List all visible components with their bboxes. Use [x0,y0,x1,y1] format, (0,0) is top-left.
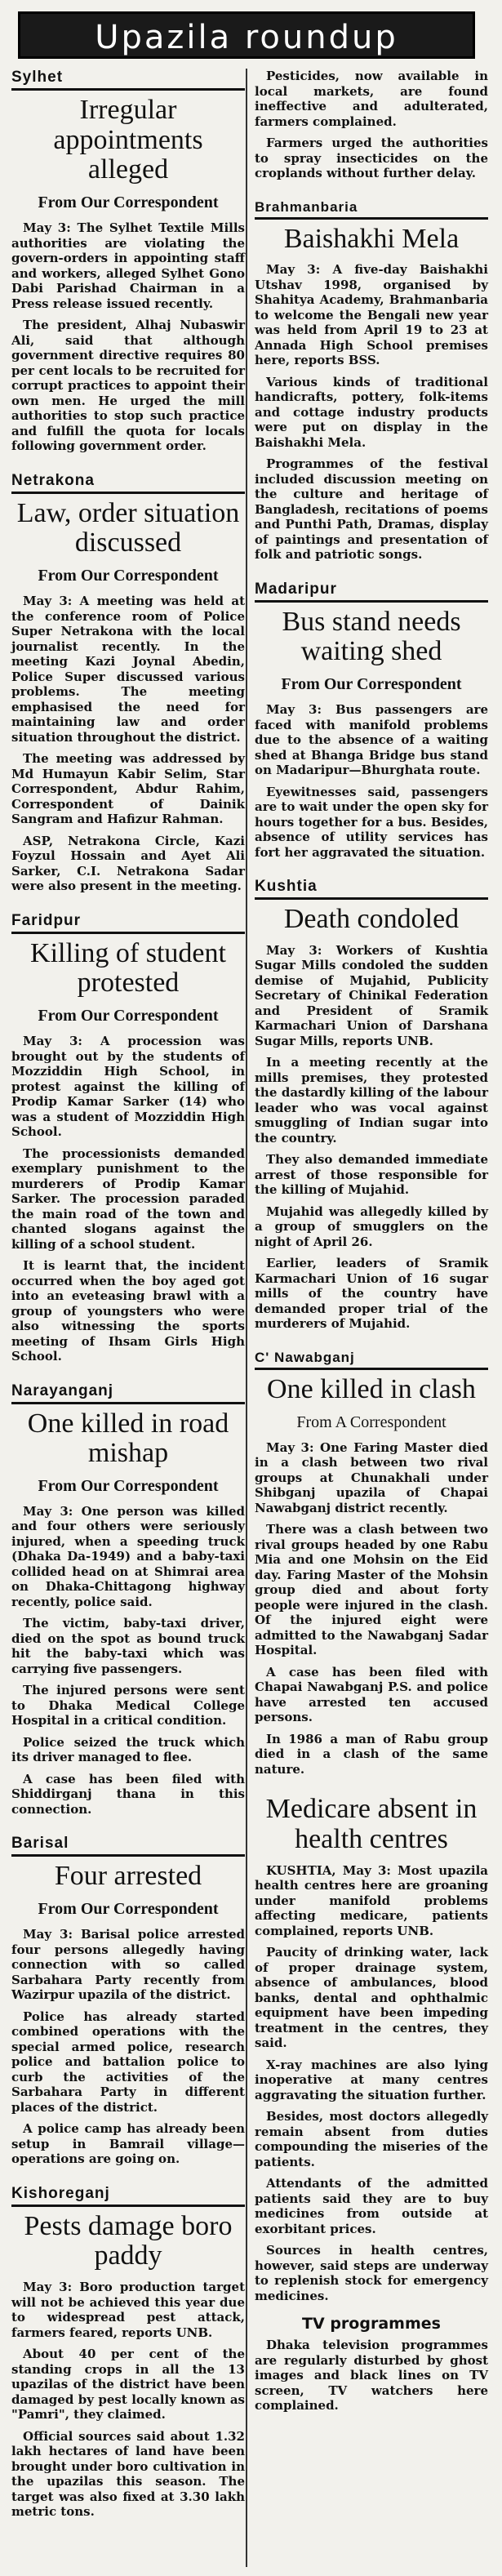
headline: Medicare absent in health centres [265,1794,478,1854]
body-paragraph: May 3: One Faring Master died in a clash between two rival groups at Chunakhali under Shibganj upazila of Chapai Nawabganj district recently. [255,1439,488,1515]
body-paragraph: X-ray machines are also lying inoperative at many centres aggravating the situation further. [255,2057,488,2102]
article [255,1795,488,2413]
byline: From Our Correspondent [38,1476,219,1495]
byline: From Our Correspondent [38,194,219,212]
body-paragraph: Mujahid was allegedly killed by a group of smugglers on the night of April 26. [255,1203,488,1249]
byline: From Our Correspondent [281,675,462,694]
body-paragraph: May 3: A five-day Baishakhi Utshav 1998, organised by Shahitya Academy, Brahmanbaria to welcome the Bengali new year was held from April 19 to 23 at Annada High School premises here, reports BSS. [255,262,488,368]
dateline-location: Barisal [11,1835,245,1857]
body-paragraph: The meeting was addressed by Md Humayun Kabir Selim, Star Correspondent, Abdur Rahim, Correspondent of Dainik Sangram and Hafizur Rahman. [11,751,245,827]
body-paragraph: Farmers urged the authorities to spray insecticides on the croplands without further delay. [255,136,488,180]
body-paragraph: ASP, Netrakona Circle, Kazi Foyzul Hossain and Ayet Ali Sarker, C.I. Netrakona Sadar were also present in the meeting. [11,833,245,894]
body-paragraph: May 3: A meeting was held at the conference room of Police Super Netrakona with the local journalist recently. In the meeting Kazi Joynal Abedin, Police Super discussed various problems. The meeting emphasised the need for maintaining law and order situation throughout the district. [11,594,245,745]
article [11,472,245,894]
byline: From A Correspondent [296,1413,446,1431]
article [11,1835,245,2166]
body-paragraph: About 40 per cent of the standing crops in all the 13 upazilas of the district have been damaged by pest locally known as "Pamri", they claimed. [11,2347,245,2423]
headline: One killed in clash [267,1373,476,1404]
body-paragraph: In 1986 a man of Rabu group died in a clash of the same nature. [255,1731,488,1777]
byline: From Our Correspondent [38,1007,219,1026]
body-paragraph: Police has already started combined operations with the special armed police, research police and battalion police to curb the activities of the Sarbahara Party in different places of the district. [11,2009,245,2115]
body-paragraph: A case has been filed with Chapai Nawabganj P.S. and police have arrested ten accused persons. [255,1664,488,1725]
body-paragraph: There was a clash between two rival groups headed by one Rabu Mia and one Mohsin on the Eid day. Faring Master of the Mohsin group died and about forty people were injured in the clash. Of the injured eight were admitted to the Nawabganj Sadar Hospital. [255,1522,488,1658]
headline: Bus stand needs waiting shed [282,606,461,667]
dateline-location: Sylhet [11,69,245,91]
dateline-location: Kushtia [255,878,488,900]
dateline-location: Madaripur [255,581,488,603]
headline: Baishakhi Mela [283,223,460,254]
body-paragraph: May 3: A procession was brought out by the students of Mozziddin High School, in protest against the killing of Prodip Kamar Sarker (14) who was a student of Mozziddin High School. [11,1034,245,1140]
article [255,199,488,563]
body-paragraph: The victim, baby-taxi driver, died on the spot as bound truck hit the baby-taxi which was carrying five passengers. [11,1616,245,1676]
headline: Killing of student protested [30,937,226,999]
left-column [11,69,245,2538]
dateline-location: Kishoreganj [11,2185,245,2207]
body-paragraph: Dhaka television programmes are regularly disturbed by ghost images and black lines on TV screen, TV watchers here complained. [255,2338,488,2414]
section-banner: Upazila roundup [18,11,475,59]
subheading: TV programmes [302,2315,441,2334]
headline: Irregular appointments alleged [53,95,203,185]
headline: One killed in road mishap [27,1408,229,1469]
body-paragraph: Attendants of the admitted patients said they are to buy medicines from outside at exorbitant prices. [255,2176,488,2236]
body-paragraph: Pesticides, now available in local markets, are found ineffective and adulterated, farmers complained. [255,69,488,129]
headline: Four arrested [54,1861,202,1892]
article [11,912,245,1364]
article [11,1382,245,1817]
body-paragraph: May 3: Bus passengers are faced with manifold problems due to the absence of a waiting shed at Bhanga Bridge bus stand on Madaripur—Bhurghata route. [255,702,488,778]
body-paragraph: May 3: Workers of Kushtia Sugar Mills condoled the sudden demise of Mujahid, Publicity Secretary of Chinikal Federation and President of Sramik Karmachari Union of Darshana Sugar Mills, reports UNB. [255,942,488,1048]
dateline-location: Brahmanbaria [255,199,488,220]
body-paragraph: They also demanded immediate arrest of those responsible for the killing of Mujahid. [255,1152,488,1198]
body-paragraph: The president, Alhaj Nubaswir Ali, said that although government directive requires 80 per cent locals to be recruited for corrupt practices to appoint their own men. He urged the mill authorities to stop such practice and fulfill the quota for locals following government order. [11,318,245,454]
article [255,581,488,860]
body-paragraph: KUSHTIA, May 3: Most upazila health centres here are groaning under manifold problems affecting medicare, patients complained, reports UNB. [255,1862,488,1938]
article [255,878,488,1332]
dateline-location: Narayanganj [11,1382,245,1404]
body-paragraph: The injured persons were sent to Dhaka Medical College Hospital in a critical condition. [11,1683,245,1728]
headline: Law, order situation discussed [16,497,240,558]
right-column [255,69,488,2431]
column-divider [246,69,247,2567]
article [11,2185,245,2520]
article [255,69,488,181]
body-paragraph: Eyewitnesses said, passengers are to wait under the open sky for hours together for a bus. Besides, absence of utility services has fort her aggravated the situation. [255,784,488,860]
body-paragraph: It is learnt that, the incident occurred when the boy aged got into an eveteasing brawl with a group of youngsters who were also witnessing the sports meeting of Ihsam Girls High School. [11,1258,245,1364]
article [11,69,245,454]
body-paragraph: Besides, most doctors allegedly remain absent from duties compounding the miseries of the patients. [255,2109,488,2169]
body-paragraph: Paucity of drinking water, lack of proper drainage system, absence of ambulances, blood banks, dental and ophthalmic equipment have been impeding treatment in the centres, they said. [255,1945,488,2051]
body-paragraph: Various kinds of traditional handicrafts, pottery, folk-items and cottage industry products were put on display in the Baishakhi Mela. [255,374,488,450]
byline: From Our Correspondent [38,1900,219,1919]
body-paragraph: Programmes of the festival included discussion meeting on the culture and heritage of Bangladesh, recitations of poems and Punthi Path, Dramas, display of paintings and presentation of folk and patriotic songs. [255,456,488,563]
dateline-location: Faridpur [11,912,245,934]
byline: From Our Correspondent [38,567,219,585]
body-paragraph: Police seized the truck which its driver managed to flee. [11,1734,245,1765]
body-paragraph: May 3: Barisal police arrested four persons allegedly having connection with so called Sarbahara Party recently from Wazirpur upazila of the district. [11,1927,245,2003]
article [255,1350,488,1777]
dateline-location: Netrakona [11,472,245,494]
headline: Death condoled [283,904,460,935]
body-paragraph: Sources in health centres, however, said steps are underway to replenish stock for emergency medicines. [255,2243,488,2303]
body-paragraph: A police camp has already been setup in Bamrail village—operations are going on. [11,2121,245,2167]
dateline-location: C' Nawabganj [255,1350,488,1370]
body-paragraph: May 3: Boro production target will not be achieved this year due to widespread pest attack, farmers feared, reports UNB. [11,2280,245,2340]
body-paragraph: In a meeting recently at the mills premises, they protested the dastardly killing of the labour leader who was vocal against smuggling of Indian sugar into the country. [255,1055,488,1146]
body-paragraph: May 3: The Sylhet Textile Mills authorities are violating the govern-orders in appointing staff and workers, alleged Sylhet Gono Dabi Parishad Chairman in a Press release issued recently. [11,220,245,311]
body-paragraph: A case has been filed with Shiddirganj thana in this connection. [11,1771,245,1817]
body-paragraph: Earlier, leaders of Sramik Karmachari Union of 16 sugar mills of the country have demanded proper trial of the murderers of Mujahid. [255,1256,488,1332]
body-paragraph: The processionists demanded exemplary punishment to the murderers of Prodip Kamar Sarker. The procession paraded the main road of the town and chanted slogans against the killing of a school student. [11,1146,245,1252]
body-paragraph: May 3: One person was killed and four others were seriously injured, when a speeding truck (Dhaka Da-1949) and a baby-taxi collided head on at Shimrai area on Dhaka-Chittagong highway recently, police said. [11,1503,245,1609]
headline: Pests damage boro paddy [24,2210,233,2271]
body-paragraph: Official sources said about 1.32 lakh hectares of land have been brought under boro cultivation in the upazilas this season. The target was also fixed at 3.30 lakh metric tons. [11,2428,245,2520]
